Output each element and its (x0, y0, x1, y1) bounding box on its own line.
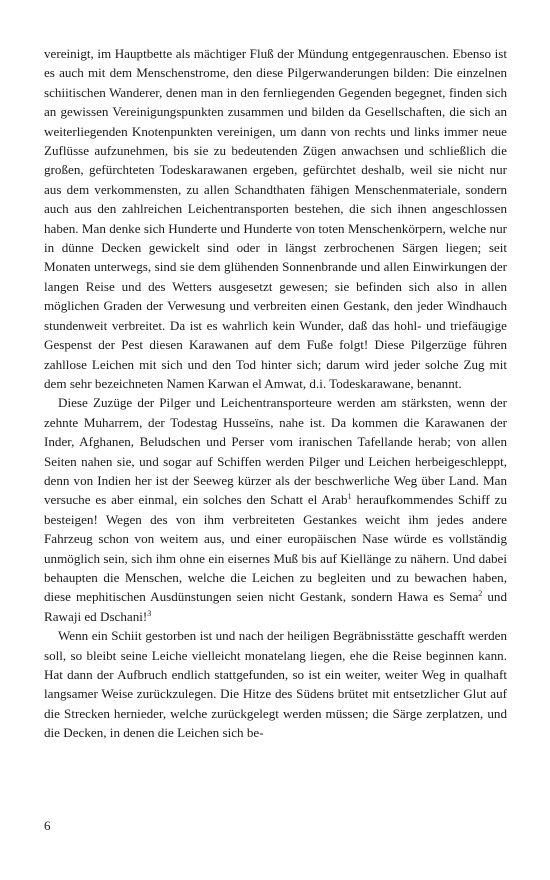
paragraph-3 (44, 626, 507, 742)
paragraph-1-text: vereinigt, im Hauptbette als mächtiger Fluß der Mündung entgegenrauschen. Ebenso ist es auch mit dem Menschenstrome, den diese Pilgerwanderungen bilden: Die einzelnen schiitischen Wanderer, denen man in den fernliegenden Gegenden begegnet, finden sich an gewissen Vereinigungspunkten zusammen und bilden da Gesellschaften, die sich an weiterliegenden Knotenpunkten vereinigen, um dann von rechts und links immer neue Zuflüsse aufzunehmen, bis sie zu bedeutenden Zügen anwachsen und schließlich die großen, gefürchteten Todeskarawanen ergeben, gefürchtet deshalb, weil sie nicht nur aus dem verkommensten, zu allen Schandthaten fähigen Menschenmateriale, sondern auch aus den zahlreichen Leichentransporten bestehen, die sich ihnen angeschlossen haben. Man denke sich Hunderte und Hunderte von toten Menschenkörpern, welche nur in dünne Decken gewickelt sind oder in längst zerbrochenen Särgen liegen; seit Monaten unterwegs, sind sie dem glühenden Sonnenbrande und allen Einwirkungen der langen Reise und des Wetters ausgesetzt gewesen; sie befinden sich also in allen möglichen Graden der Verwesung und verbreiten einen Gestank, den jeder Windhauch stundenweit verbreitet. Da ist es wahrlich kein Wunder, daß das hohl- und triefäugige Gespenst der Pest diesen Karawanen auf dem Fuße folgt! Diese Pilgerzüge führen zahllose Leichen mit sich und den Tod hinter sich; darum wird jeder solche Zug mit dem sehr bezeichneten Namen Karwan el Amwat, d.i. Todeskarawane, benannt. (44, 46, 507, 391)
footnote-marker-3: 3 (147, 608, 152, 618)
paragraph-3-text: Wenn ein Schiit gestorben ist und nach der heiligen Begräbnisstätte geschafft werden soll, so bleibt seine Leiche vielleicht monatelang liegen, ehe die Reise beginnen kann. Hat dann der Aufbruch endlich stattgefunden, so ist ein weiter, weiter Weg in qualhaft langsamer Weise zurückzulegen. Die Hitze des Südens brütet mit entsetzlicher Glut auf die Strecken hernieder, welche zurückgelegt werden müssen; die Särge zerplatzen, und die Decken, in denen die Leichen sich be- (44, 628, 507, 741)
paragraph-2 (44, 393, 507, 626)
page-body (44, 44, 507, 743)
page-number: 6 (44, 818, 51, 833)
footnote-marker-1: 1 (347, 492, 352, 502)
paragraph-1 (44, 44, 507, 393)
footnote-marker-2: 2 (478, 589, 483, 599)
paragraph-2-text-c: und Rawaji ed Dschani! (44, 589, 507, 624)
paragraph-2-text-b: heraufkommendes Schiff zu besteigen! Wegen des von ihm verbreiteten Gestankes weicht ihm jedes andere Fahrzeug schon von weitem aus, und einer europäischen Nase würde es vollständig unmöglich sein, sich ihm ohne ein eisernes Muß bis auf Kiellänge zu nähern. Und dabei behaupten die Menschen, welche die Leichen zu begleiten und zu bewachen haben, diese mephitischen Ausdünstungen seien nicht Gestank, sondern Hawa es Sema (44, 492, 507, 605)
paragraph-2-text-a: Diese Zuzüge der Pilger und Leichentransporteure werden am stärksten, wenn der zehnte Muharrem, der Todestag Husseïns, nahe ist. Da kommen die Karawanen der Inder, Afghanen, Beludschen und Perser vom iranischen Tafellande herab; von allen Seiten nahen sie, und sogar auf Schiffen werden Pilger und Leichen herbeigeschleppt, denn von Indien her ist der Seeweg kürzer als der beschwerliche Weg über Land. Man versuche es aber einmal, ein solches den Schatt el Arab (44, 395, 507, 508)
